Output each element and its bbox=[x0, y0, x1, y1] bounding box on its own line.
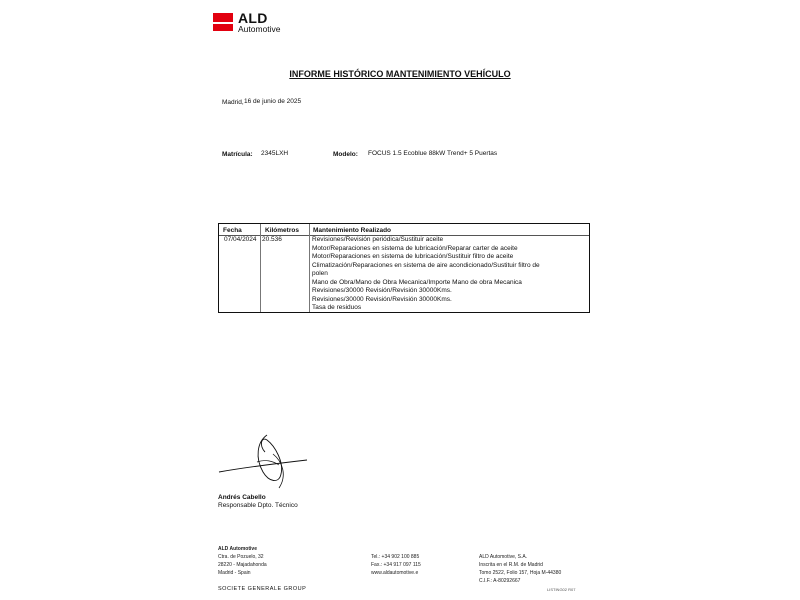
maintenance-line: Mano de Obra/Mano de Obra Mecanica/Importe Mano de obra Mecanica bbox=[312, 278, 522, 286]
document-date: 16 de junio de 2025 bbox=[244, 98, 302, 105]
ald-logo bbox=[213, 10, 303, 35]
footer-legal-line: Tomo 2522, Folio 157, Hoja M-44380 bbox=[479, 570, 562, 576]
model-label: Modelo: bbox=[333, 151, 358, 158]
footer-website[interactable]: www.aldautomotive.e bbox=[371, 570, 419, 576]
plate-value: 2345LXH bbox=[261, 150, 289, 157]
signatory-role: Responsable Dpto. Técnico bbox=[218, 502, 298, 509]
table-column-divider bbox=[260, 224, 261, 312]
footer-address-line: Madrid - Spain bbox=[218, 570, 251, 576]
header-km: Kilómetros bbox=[265, 227, 299, 234]
row-km: 20.536 bbox=[262, 236, 282, 243]
header-maintenance: Mantenimiento Realizado bbox=[313, 227, 392, 234]
document-city: Madrid, bbox=[222, 99, 244, 106]
maintenance-line: Motor/Reparaciones en sistema de lubricación/Sustituir filtro de aceite bbox=[312, 253, 514, 260]
logo-subtitle: Automotive bbox=[238, 24, 281, 34]
footer-legal-line: Inscrita en el R.M. de Madrid bbox=[479, 562, 543, 568]
header-date: Fecha bbox=[223, 227, 242, 234]
footer-legal-line: C.I.F.: A-80292667 bbox=[479, 578, 521, 584]
footer-fax: Fax.: +34 917 097 115 bbox=[371, 562, 421, 568]
maintenance-line: polen bbox=[312, 270, 328, 277]
plate-label: Matrícula: bbox=[222, 151, 253, 158]
maintenance-table bbox=[218, 223, 590, 313]
document-title: INFORME HISTÓRICO MANTENIMIENTO VEHÍCULO bbox=[289, 69, 511, 79]
footer-company: ALD Automotive bbox=[218, 546, 257, 552]
maintenance-line: Motor/Reparaciones en sistema de lubricación/Reparar carter de aceite bbox=[312, 244, 518, 252]
maintenance-line: Revisiones/30000 Revisión/Revisión 30000Kms. bbox=[312, 295, 452, 303]
footer-address-line: 28220 - Majadahonda bbox=[218, 562, 267, 568]
maintenance-line: Climatización/Reparaciones en sistema de aire acondicionado/Sustituir filtro de bbox=[312, 261, 540, 269]
model-value: FOCUS 1.5 Ecoblue 88kW Trend+ 5 Puertas bbox=[368, 150, 498, 157]
footer-address-line: Ctra. de Pozuelo, 32 bbox=[218, 554, 264, 560]
footer-document-code: LISTING02 R07 bbox=[547, 587, 576, 592]
footer-address bbox=[218, 545, 267, 577]
footer-legal-line: ALD Automotive, S.A. bbox=[479, 554, 528, 560]
table-column-divider bbox=[309, 224, 310, 312]
row-date: 07/04/2024 bbox=[224, 236, 257, 243]
footer-phone: Tel.: +34 902 100 885 bbox=[371, 554, 420, 560]
signatory-name: Andrés Cabello bbox=[218, 494, 266, 501]
ald-logo-mark-icon bbox=[213, 13, 233, 31]
maintenance-line: Revisiones/30000 Revisión/Revisión 30000Kms. bbox=[312, 287, 452, 294]
footer-group: SOCIETE GENERALE GROUP bbox=[218, 586, 307, 592]
maintenance-line: Revisiones/Revisión periódica/Sustituir aceite bbox=[312, 236, 444, 243]
logo-text: ALD bbox=[238, 10, 268, 26]
maintenance-line: Tasa de residuos bbox=[312, 304, 362, 311]
footer-legal bbox=[479, 553, 561, 585]
row-maintenance bbox=[312, 236, 540, 313]
handwritten-signature bbox=[217, 432, 309, 492]
footer-contact bbox=[371, 553, 421, 577]
